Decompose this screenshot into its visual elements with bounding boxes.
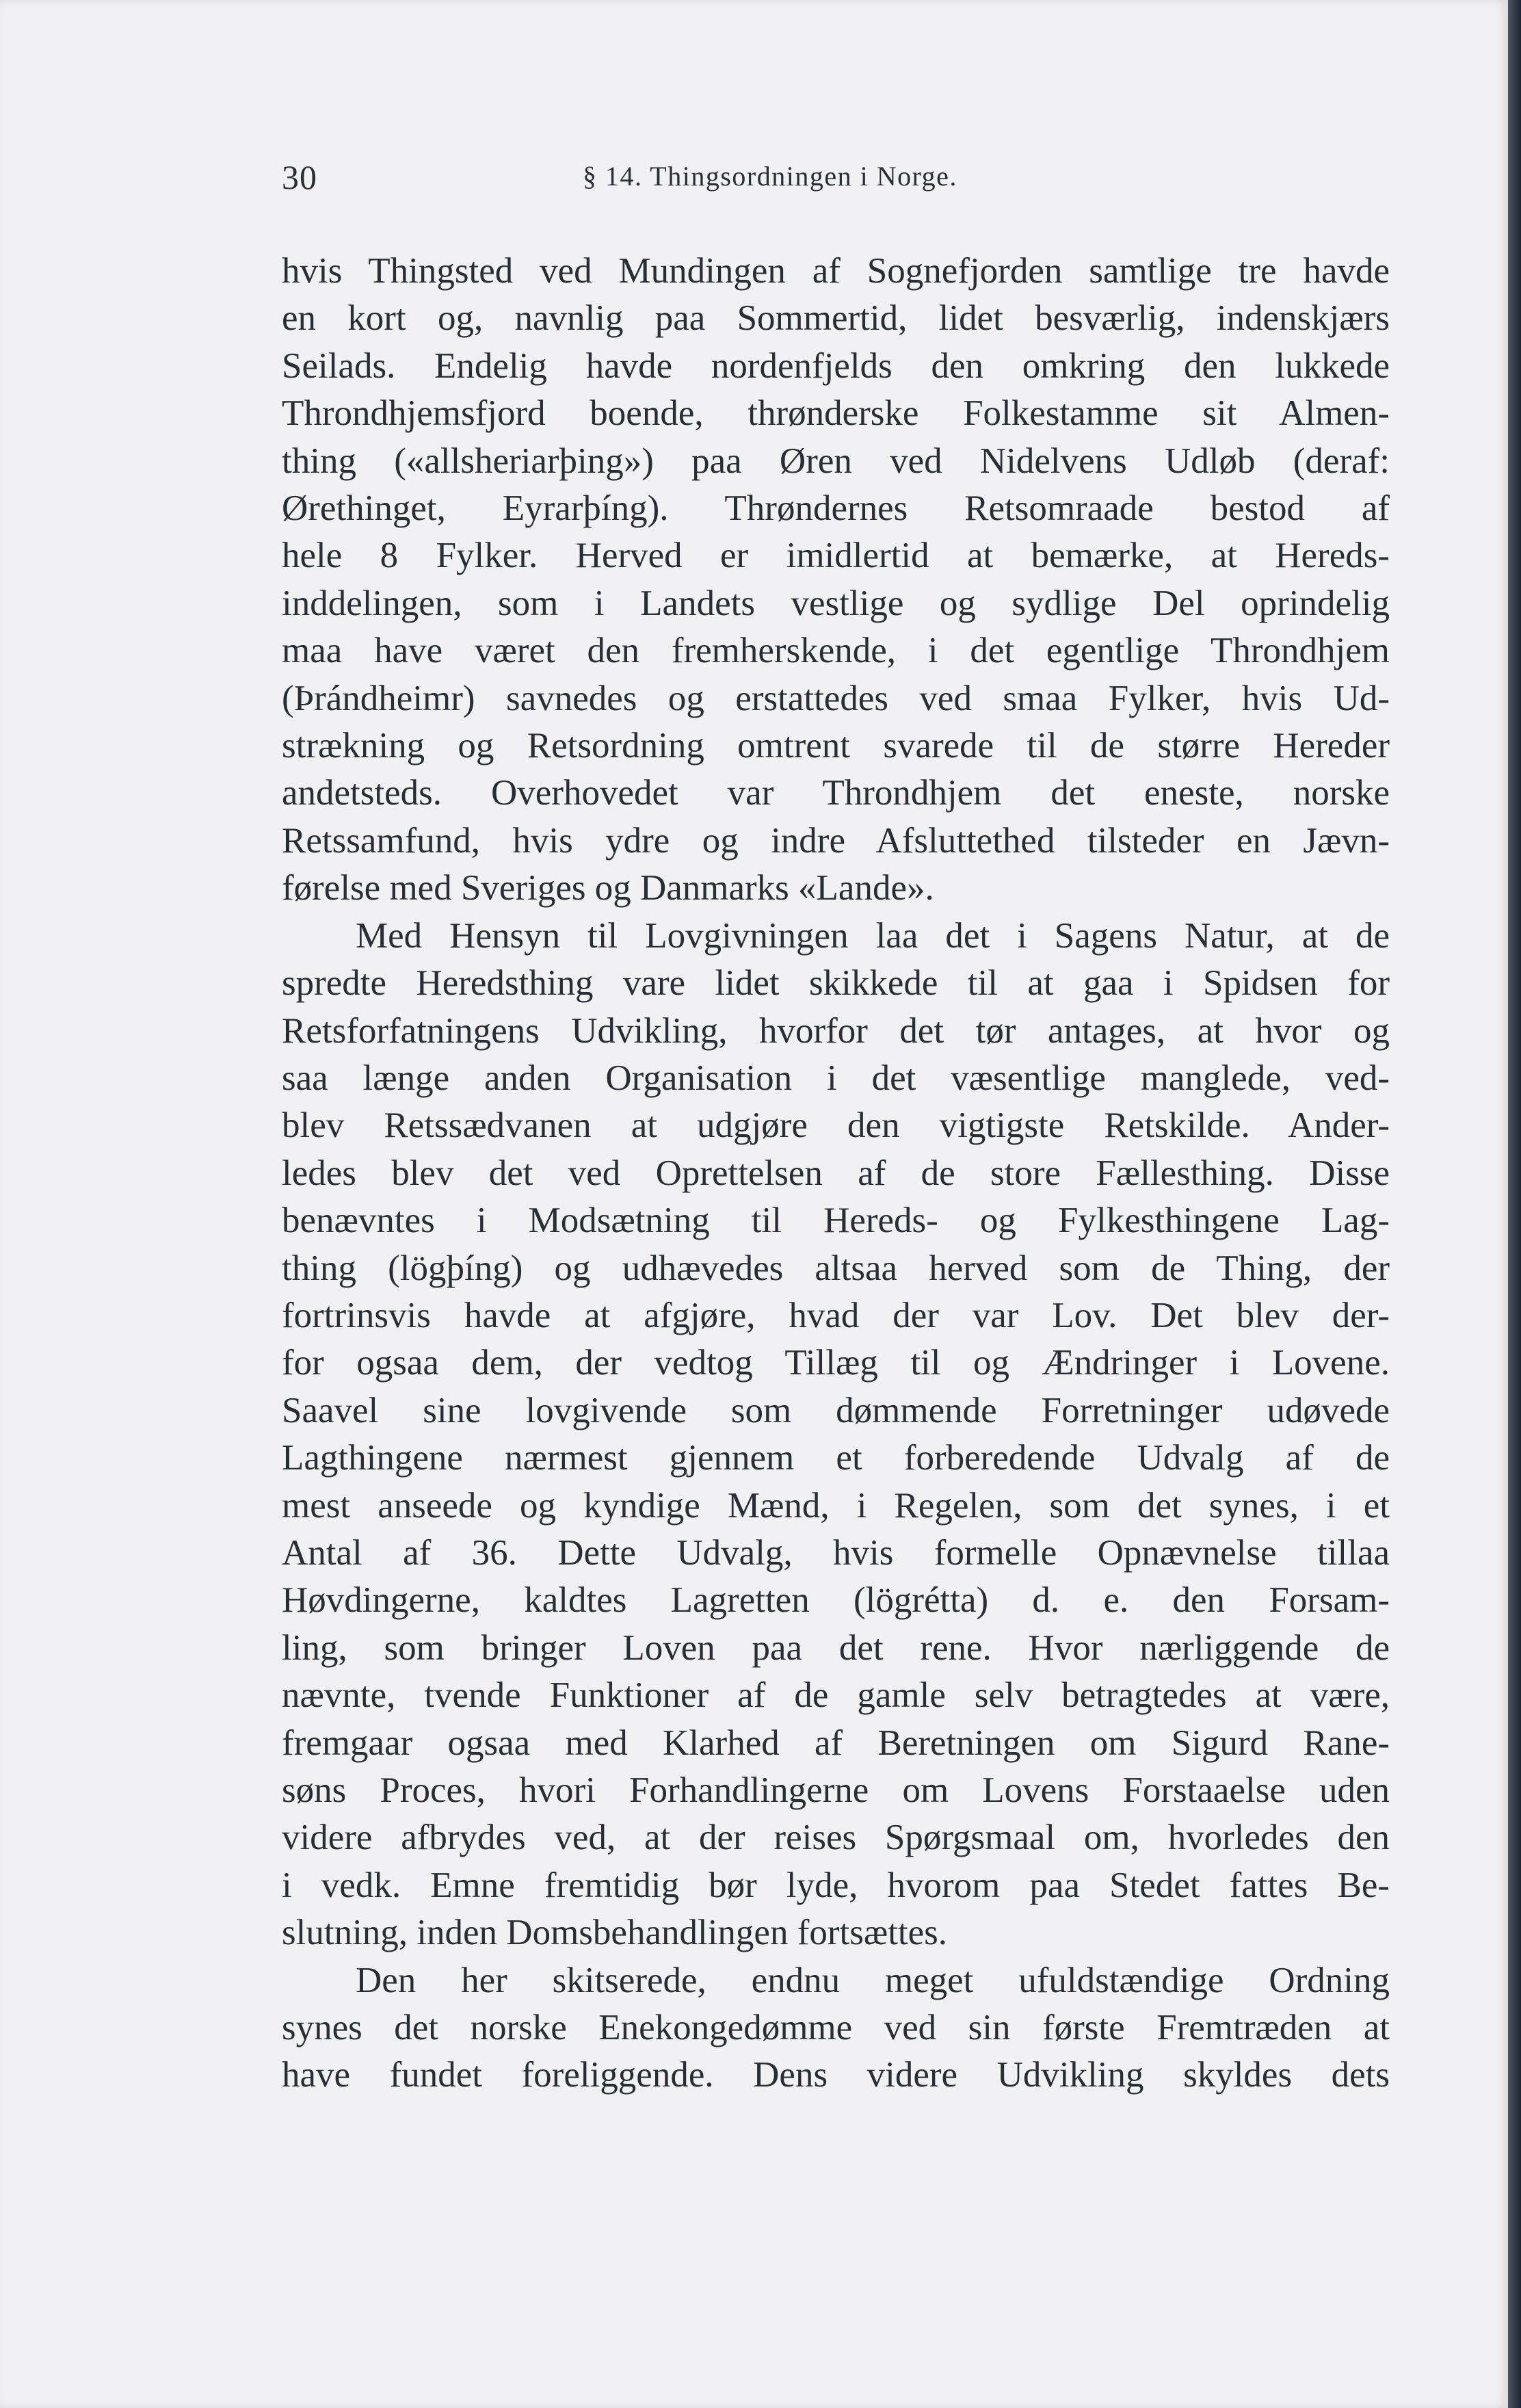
text-line: Høvdingerne, kaldtes Lagretten (lögrétta) d. e. den Forsam-	[282, 1580, 1390, 1621]
text-line: nævnte, tvende Funktioner af de gamle selv betragtedes at være,	[282, 1675, 1390, 1716]
page-number: 30	[282, 158, 317, 196]
text-line: Throndhjemsfjord boende, thrønderske Folkestamme sit Almen-	[282, 393, 1390, 434]
text-line: strækning og Retsordning omtrent svarede til de større Hereder	[282, 726, 1390, 766]
text-line: (Þrándheimr) savnedes og erstattedes ved smaa Fylker, hvis Ud-	[282, 678, 1390, 718]
body-text	[282, 248, 1390, 2099]
text-line: i vedk. Emne fremtidig bør lyde, hvorom paa Stedet fattes Be-	[282, 1865, 1390, 1905]
text-line: Seilads. Endelig havde nordenfjelds den omkring den lukkede	[282, 345, 1390, 386]
text-line: fremgaar ogsaa med Klarhed af Beretningen om Sigurd Rane-	[282, 1723, 1390, 1763]
text-line: Ørethinget, Eyrarþíng). Thrøndernes Retsomraade bestod af	[282, 488, 1390, 529]
text-line: Lagthingene nærmest gjennem et forberedende Udvalg af de	[282, 1438, 1390, 1478]
text-line: ledes blev det ved Oprettelsen af de store Fællesthing. Disse	[282, 1153, 1390, 1193]
text-line: saa længe anden Organisation i det væsentlige manglede, ved-	[282, 1058, 1390, 1098]
text-line: ling, som bringer Loven paa det rene. Hvor nærliggende de	[282, 1627, 1390, 1668]
text-line-indented	[282, 1957, 1390, 2004]
text-line: mest anseede og kyndige Mænd, i Regelen, som det synes, i et	[282, 1485, 1390, 1526]
text-line: søns Proces, hvori Forhandlingerne om Lovens Forstaaelse uden	[282, 1770, 1390, 1810]
running-header	[282, 150, 1390, 198]
text-line: inddelingen, som i Landets vestlige og sydlige Del oprindelig	[282, 583, 1390, 623]
text-line: blev Retssædvanen at udgjøre den vigtigste Retskilde. Ander-	[282, 1105, 1390, 1146]
text-line: thing («allsheriarþing») paa Øren ved Nidelvens Udløb (deraf:	[282, 441, 1390, 481]
text-line: benævntes i Modsætning til Hereds- og Fylkesthingene Lag-	[282, 1201, 1390, 1241]
text-line: førelse med Sveriges og Danmarks «Lande».	[282, 868, 934, 908]
text-line: Retssamfund, hvis ydre og indre Afsluttethed tilsteder en Jævn-	[282, 820, 1390, 861]
text-line: en kort og, navnlig paa Sommertid, lidet besværlig, indenskjærs	[282, 298, 1390, 339]
text-line: for ogsaa dem, der vedtog Tillæg til og Ændringer i Lovene.	[282, 1343, 1390, 1383]
text-line: videre afbrydes ved, at der reises Spørgsmaal om, hvorledes den	[282, 1818, 1390, 1858]
text-line: Retsforfatningens Udvikling, hvorfor det tør antages, at hvor og	[282, 1010, 1390, 1051]
text-line: spredte Heredsthing vare lidet skikkede til at gaa i Spidsen for	[282, 963, 1390, 1004]
text-line: andetsteds. Overhovedet var Throndhjem det eneste, norske	[282, 773, 1390, 813]
text-line-indented	[282, 913, 1390, 960]
text-block	[282, 150, 1390, 2099]
text-line-content: Med Hensyn til Lovgivningen laa det i Sagens Natur, at de	[356, 915, 1390, 956]
text-line: Antal af 36. Dette Udvalg, hvis formelle Opnævnelse tillaa	[282, 1532, 1390, 1573]
text-line: have fundet foreliggende. Dens videre Udvikling skyldes dets	[282, 2055, 1390, 2095]
text-line: maa have været den fremherskende, i det egentlige Throndhjem	[282, 631, 1390, 671]
text-line-content: Den her skitserede, endnu meget ufuldstændige Ordning	[356, 1960, 1390, 2000]
text-line: Saavel sine lovgivende som dømmende Forretninger udøvede	[282, 1390, 1390, 1430]
section-title: § 14. Thingsordningen i Norge.	[583, 161, 957, 192]
text-line: slutning, inden Domsbehandlingen fortsættes.	[282, 1913, 948, 1953]
text-line: hvis Thingsted ved Mundingen af Sognefjorden samtlige tre havde	[282, 251, 1390, 291]
text-line: thing (lögþíng) og udhævedes altsaa herved som de Thing, der	[282, 1248, 1390, 1288]
text-line: synes det norske Enekongedømme ved sin første Fremtræden at	[282, 2008, 1390, 2048]
page-edge-strip	[1508, 0, 1521, 2408]
text-line: fortrinsvis havde at afgjøre, hvad der var Lov. Det blev der-	[282, 1295, 1390, 1335]
text-line: hele 8 Fylker. Herved er imidlertid at bemærke, at Hereds-	[282, 536, 1390, 576]
